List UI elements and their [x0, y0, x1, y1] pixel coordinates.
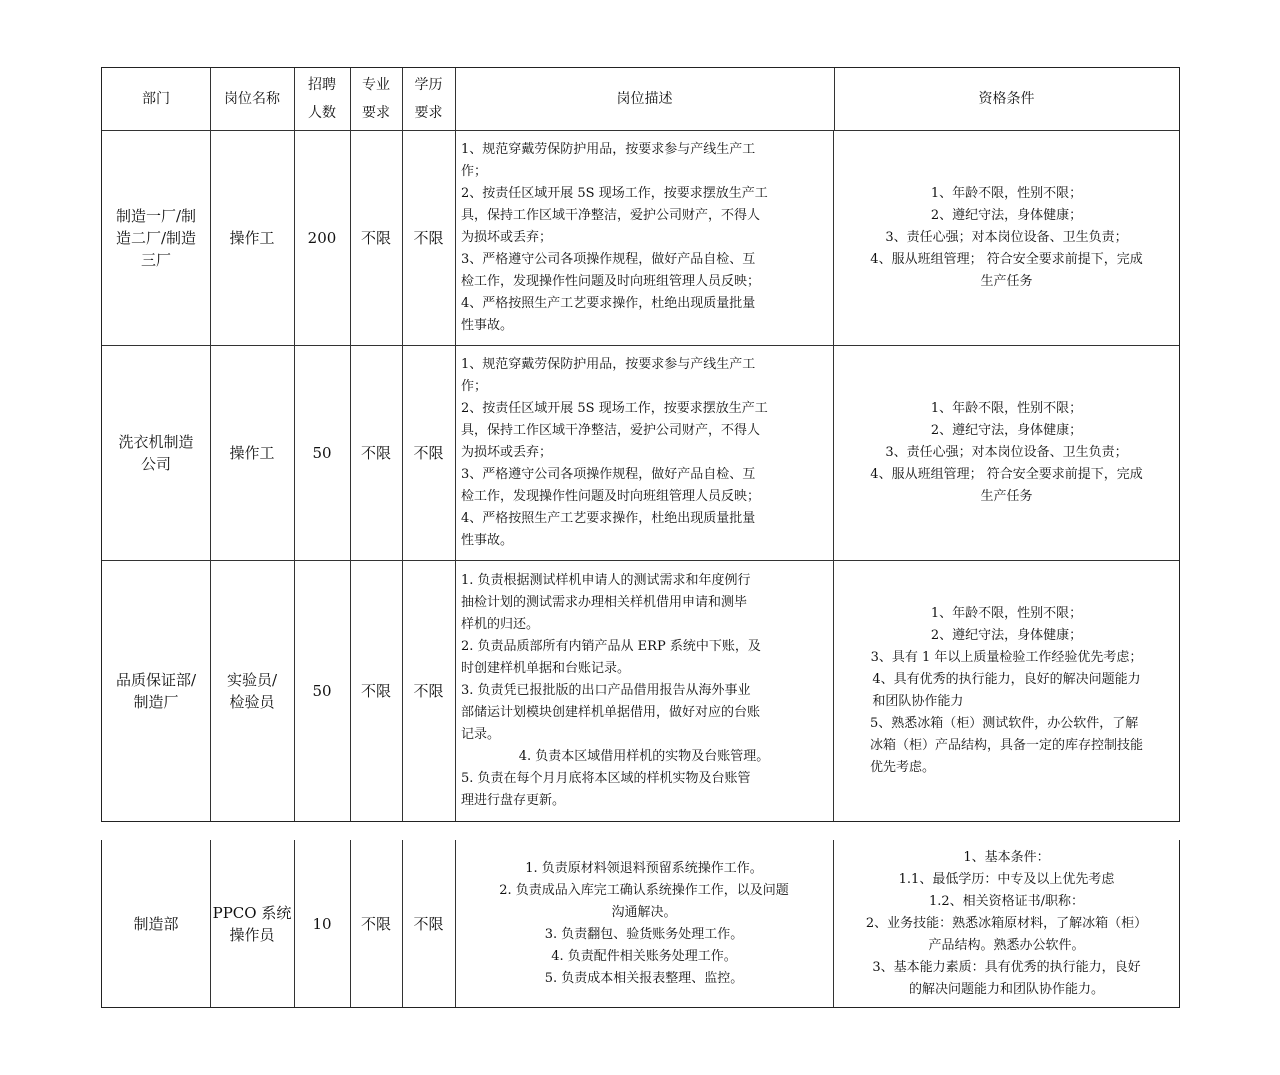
- req-line: 1、基本条件：: [963, 849, 1050, 865]
- desc-cell: [455, 560, 834, 821]
- edu-cell: 不限: [402, 130, 456, 345]
- desc-line: 2、按责任区域开展 5S 现场工作，按要求摆放生产工 具，保持工作区域干净整洁，爱护公司财产，不得人 为损坏或丢弃；: [461, 400, 768, 460]
- desc-line: 1、规范穿戴劳保防护用品，按要求参与产线生产工 作；: [461, 356, 756, 394]
- desc-line: 3. 负责翻包、验货账务处理工作。: [544, 926, 744, 942]
- req-line: 3、责任心强；对本岗位设备、卫生负责；: [885, 444, 1128, 460]
- desc-line: 3、严格遵守公司各项操作规程，做好产品自检、互 检工作，发现操作性问题及时向班组管理人员反映；: [461, 251, 761, 289]
- desc-line: 4、严格按照生产工艺要求操作，杜绝出现质量批量 性事故。: [461, 295, 756, 333]
- table-row: [102, 840, 1179, 1007]
- title-cell: 操作工: [210, 345, 295, 560]
- major-cell: 不限: [350, 345, 403, 560]
- desc-line: 2. 负责品质部所有内销产品从 ERP 系统中下账，及 时创建样机单据和台账记录。: [461, 638, 761, 676]
- req-line: 3、责任心强；对本岗位设备、卫生负责；: [885, 229, 1128, 245]
- desc-line: 1. 负责原材料领退料预留系统操作工作。: [525, 860, 763, 876]
- table-row: [102, 130, 1179, 346]
- req-line: 4、服从班组管理； 符合安全要求前提下，完成 生产任务: [870, 466, 1143, 504]
- desc-line: 4、严格按照生产工艺要求操作，杜绝出现质量批量 性事故。: [461, 510, 756, 548]
- req-line: 3、基本能力素质：具有优秀的执行能力，良好 的解决问题能力和团队协作能力。: [872, 959, 1141, 997]
- table-row: [102, 345, 1179, 561]
- header-desc: 岗位描述: [455, 68, 835, 130]
- req-line: 2、遵纪守法，身体健康；: [930, 207, 1083, 223]
- desc-line: 2. 负责成品入库完工确认系统操作工作，以及问题 沟通解决。: [499, 882, 789, 920]
- req-line: 5、熟悉冰箱（柜）测试软件，办公软件，了解 冰箱（柜）产品结构，具备一定的库存控制技能 优先考虑。: [869, 715, 1143, 775]
- req-line: 1、年龄不限，性别不限；: [930, 605, 1083, 621]
- dept-cell: 洗衣机制造 公司: [102, 345, 211, 560]
- count-cell: 200: [294, 130, 351, 345]
- header-dept: 部门: [102, 68, 211, 130]
- req-line: 2、遵纪守法，身体健康；: [930, 627, 1083, 643]
- title-cell: 操作工: [210, 130, 295, 345]
- edu-cell: 不限: [402, 560, 456, 821]
- desc-line: 2、按责任区域开展 5S 现场工作，按要求摆放生产工 具，保持工作区域干净整洁，爱护公司财产，不得人 为损坏或丢弃；: [461, 185, 768, 245]
- title-cell: PPCO 系统 操作员: [210, 840, 295, 1007]
- header-title: 岗位名称: [210, 68, 295, 130]
- desc-line: 4. 负责配件相关账务处理工作。: [551, 948, 737, 964]
- desc-line: 1、规范穿戴劳保防护用品，按要求参与产线生产工 作；: [461, 141, 756, 179]
- desc-line: 3. 负责凭已报批版的出口产品借用报告从海外事业 部储运计划模块创建样机单据借用，做好对应的台账 记录。: [461, 682, 761, 742]
- desc-line: 5. 负责成本相关报表整理、监控。: [544, 970, 744, 986]
- req-cell: [834, 130, 1179, 345]
- header-edu: 学历 要求: [402, 68, 456, 130]
- req-cell: [834, 560, 1179, 821]
- req-cell: [834, 840, 1179, 1007]
- req-line: 2、业务技能：熟悉冰箱原材料，了解冰箱（柜） 产品结构。熟悉办公软件。: [865, 915, 1148, 953]
- req-line: 1、年龄不限，性别不限；: [930, 400, 1083, 416]
- major-cell: 不限: [350, 840, 403, 1007]
- req-line: 4、服从班组管理； 符合安全要求前提下，完成 生产任务: [870, 251, 1143, 289]
- header-row: [102, 68, 1179, 131]
- title-cell: 实验员/ 检验员: [210, 560, 295, 821]
- req-line: 1.1、最低学历：中专及以上优先考虑: [898, 871, 1115, 887]
- desc-cell: [455, 345, 834, 560]
- req-line: 1.2、相关资格证书/职称：: [928, 893, 1085, 909]
- desc-cell: [455, 840, 834, 1007]
- desc-cell: [455, 130, 834, 345]
- major-cell: 不限: [350, 130, 403, 345]
- edu-cell: 不限: [402, 345, 456, 560]
- job-table-continued: [101, 840, 1180, 1008]
- dept-cell: 品质保证部/ 制造厂: [102, 560, 211, 821]
- header-major: 专业 要求: [350, 68, 403, 130]
- req-line: 1、年龄不限，性别不限；: [930, 185, 1083, 201]
- header-req: 资格条件: [978, 91, 1035, 107]
- req-cell: [834, 345, 1179, 560]
- dept-cell: 制造一厂/制 造二厂/制造 三厂: [102, 130, 211, 345]
- major-cell: 不限: [350, 560, 403, 821]
- req-line: 2、遵纪守法，身体健康；: [930, 422, 1083, 438]
- job-table: [101, 67, 1180, 822]
- count-cell: 50: [294, 345, 351, 560]
- count-cell: 50: [294, 560, 351, 821]
- desc-line: 3、严格遵守公司各项操作规程，做好产品自检、互 检工作，发现操作性问题及时向班组管理人员反映；: [461, 466, 761, 504]
- desc-line: 4. 负责本区域借用样机的实物及台账管理。: [518, 748, 770, 764]
- req-line: 3、具有 1 年以上质量检验工作经验优先考虑；: [870, 649, 1143, 665]
- count-cell: 10: [294, 840, 351, 1007]
- dept-cell: 制造部: [102, 840, 211, 1007]
- table-row: [102, 560, 1179, 821]
- header-count: 招聘 人数: [294, 68, 351, 130]
- desc-line: 5. 负责在每个月月底将本区域的样机实物及台账管 理进行盘存更新。: [461, 770, 751, 808]
- edu-cell: 不限: [402, 840, 456, 1007]
- req-line: 4、具有优秀的执行能力，良好的解决问题能力 和团队协作能力: [872, 671, 1141, 709]
- desc-line: 1. 负责根据测试样机申请人的测试需求和年度例行 抽检计划的测试需求办理相关样机借用申请和测毕 样机的归还。: [461, 572, 751, 632]
